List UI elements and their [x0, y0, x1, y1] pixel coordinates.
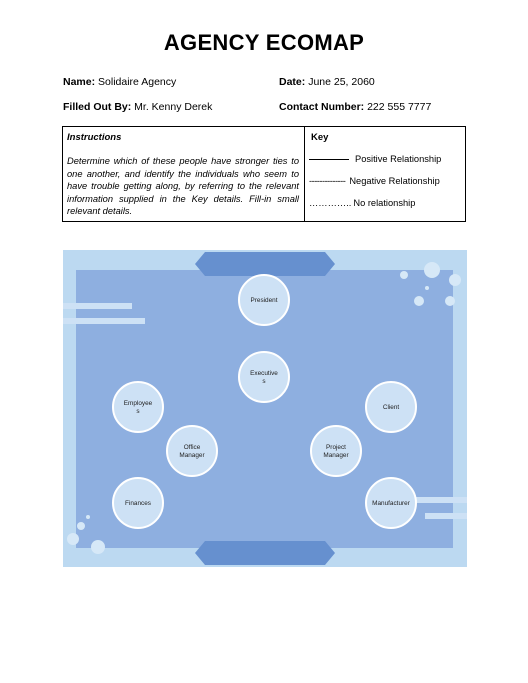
- page-title: AGENCY ECOMAP: [163, 30, 365, 55]
- node-label: Finances: [125, 500, 151, 508]
- node-label: Office: [183, 444, 201, 452]
- node-label: Project: [326, 444, 346, 452]
- dotted-line-symbol: …………..: [309, 198, 352, 208]
- name-value: Solidaire Agency: [98, 76, 177, 88]
- node-label: Employee: [123, 400, 153, 408]
- date-value: June 25, 2060: [308, 76, 375, 88]
- filled-out-by-field: [63, 101, 212, 113]
- contact-number-value: 222 555 7777: [367, 101, 432, 113]
- instructions-text: Determine which of these people have stronger ties to one another, and identify the individuals who seem to have trouble getting along, by referring to the relevant information supplied in the Key details. Fill-in small relevant details.: [67, 156, 299, 217]
- date-label: Date:: [279, 76, 306, 88]
- node-label: Executive: [250, 370, 278, 378]
- node-label: Manufacturer: [372, 500, 410, 508]
- contact-number-label: Contact Number:: [279, 101, 365, 113]
- node-label: Manager: [323, 452, 349, 460]
- filled-out-by-label: Filled Out By:: [63, 101, 132, 113]
- solid-line-symbol: [309, 159, 349, 160]
- node-label: s: [262, 378, 266, 386]
- node-president: [239, 275, 289, 325]
- node-label: s: [136, 408, 140, 416]
- node-label: President: [250, 297, 278, 305]
- node-employees: [113, 382, 163, 432]
- key-heading: Key: [311, 132, 329, 143]
- instructions-heading: Instructions: [67, 132, 122, 143]
- node-label: Manager: [179, 452, 205, 460]
- key-negative-row: [309, 176, 440, 186]
- dashed-line-symbol: --------------: [309, 176, 346, 186]
- node-manufacturer: [366, 478, 416, 528]
- left-stripe-bottom: [63, 318, 145, 324]
- filled-out-by-value: Mr. Kenny Derek: [134, 101, 213, 113]
- top-banner-shape: [195, 252, 335, 276]
- no-relationship-label: No relationship: [353, 198, 416, 208]
- node-project-manager: [311, 426, 361, 476]
- instructions-key-table: [62, 126, 466, 222]
- right-stripe-bottom: [425, 513, 467, 519]
- right-stripe-top: [413, 497, 467, 503]
- node-executives: [239, 352, 289, 402]
- ecomap-diagram: [63, 250, 467, 567]
- name-label: Name:: [63, 76, 96, 88]
- key-positive-row: [309, 154, 441, 164]
- negative-relationship-label: Negative Relationship: [349, 176, 440, 186]
- date-field: [279, 76, 375, 88]
- contact-number-field: [279, 101, 431, 113]
- node-office-manager: [167, 426, 217, 476]
- node-client: [366, 382, 416, 432]
- bottom-banner-shape: [195, 541, 335, 565]
- key-none-row: [309, 198, 415, 208]
- positive-relationship-label: Positive Relationship: [355, 154, 442, 164]
- node-label: Client: [382, 404, 400, 412]
- left-stripe-top: [63, 303, 132, 309]
- name-field: [63, 76, 176, 88]
- table-divider: [304, 127, 305, 221]
- node-finances: [113, 478, 163, 528]
